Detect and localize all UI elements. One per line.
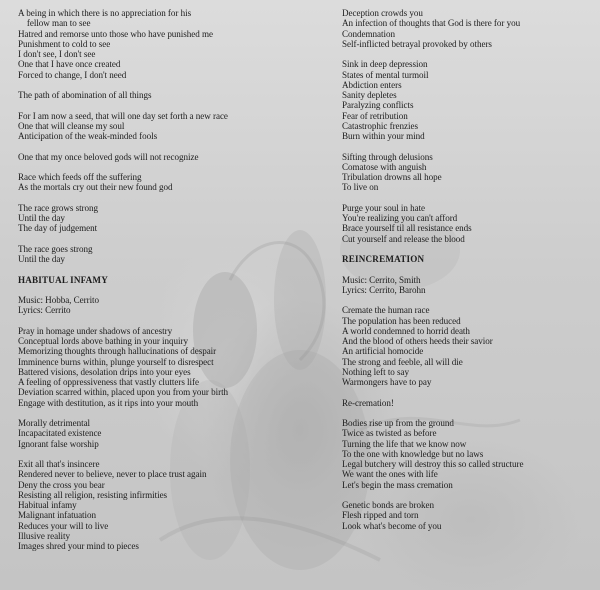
stanza-gap <box>18 193 280 203</box>
lyric-line: Sink in deep depression <box>342 59 428 70</box>
stanza-gap <box>342 244 600 254</box>
lyrics-stanza <box>342 500 600 531</box>
lyric-line: Music: Hobba, Cerrito <box>18 295 100 305</box>
lyric-line: Forced to change, I don't need <box>18 69 127 80</box>
lyric-line: One that will cleanse my soul <box>18 120 125 131</box>
lyric-line: Brace yourself til all resistance ends <box>342 223 472 234</box>
song-title <box>18 275 280 285</box>
lyrics-stanza <box>18 8 280 80</box>
lyric-line: Incapacitated existence <box>18 428 102 439</box>
lyric-line: States of mental turmoil <box>342 69 429 80</box>
lyric-line: We want the ones with life <box>342 469 438 480</box>
lyric-line: Pray in homage under shadows of ancestry <box>18 325 173 336</box>
lyrics-stanza <box>18 152 280 162</box>
lyric-line: Tribulation drowns all hope <box>342 172 442 182</box>
lyric-line: Bodies rise up from the ground <box>342 418 454 428</box>
song-credits <box>18 295 280 316</box>
stanza-gap <box>342 141 600 151</box>
lyric-line: Purge your soul in hate <box>342 202 426 213</box>
lyric-line: The day of judgement <box>18 223 98 234</box>
lyric-line: The race goes strong <box>18 243 93 254</box>
stanza-gap <box>342 387 600 397</box>
lyric-line: One that I have once created <box>18 59 121 70</box>
lyric-line: Flesh ripped and torn <box>342 510 419 521</box>
lyric-line: Until the day <box>18 254 65 264</box>
lyric-line: Deny the cross you bear <box>18 479 105 490</box>
lyric-line: One that my once beloved gods will not recognize <box>18 151 199 162</box>
lyric-line: Illusive reality <box>18 530 70 541</box>
lyrics-stanza <box>18 111 280 142</box>
lyric-line: The strong and feeble, all will die <box>342 356 463 367</box>
lyric-line: Lyrics: Cerrito, Barohn <box>342 284 426 295</box>
lyric-line: Morally detrimental <box>18 418 91 428</box>
lyric-line: Reduces your will to live <box>18 520 109 531</box>
lyric-line: As the mortals cry out their new found god <box>18 182 173 193</box>
lyric-line: Comatose with anguish <box>342 161 427 172</box>
lyrics-stanza <box>342 203 600 244</box>
lyric-line: Memorizing thoughts through hallucinations of despair <box>18 346 217 357</box>
lyric-line: Conceptual lords above bathing in your inquiry <box>18 336 188 346</box>
lyrics-stanza <box>18 326 280 408</box>
lyrics-stanza <box>18 244 280 265</box>
song-credits <box>342 275 600 296</box>
lyric-line: Look what's become of you <box>342 520 442 531</box>
stanza-gap <box>18 234 280 244</box>
lyrics-stanza <box>342 152 600 193</box>
lyric-line: Sanity depletes <box>342 90 397 100</box>
stanza-gap <box>18 80 280 90</box>
lyric-line: Exit all that's insincere <box>18 459 100 469</box>
lyric-line: Rendered never to believe, never to place trust again <box>18 469 207 480</box>
lyrics-stanza <box>342 305 600 387</box>
lyrics-stanza <box>342 418 600 490</box>
lyric-line: Battered visions, desolation drips into your eyes <box>18 366 191 377</box>
lyric-line: Paralyzing conflicts <box>342 100 414 111</box>
lyric-line: Deception crowds you <box>342 8 423 18</box>
stanza-gap <box>18 449 280 459</box>
lyrics-stanza <box>18 459 280 551</box>
lyric-line: A feeling of oppressiveness that vastly clutters life <box>18 377 199 387</box>
song-title-text: HABITUAL INFAMY <box>18 274 108 285</box>
lyric-line: To the one with knowledge but no laws <box>342 448 484 459</box>
lyric-line: The path of abomination of all things <box>18 90 152 100</box>
stanza-gap <box>18 285 280 295</box>
lyric-line: fellow man to see <box>18 18 91 29</box>
lyric-line: Imminence burns within, plunge yourself to disrespect <box>18 356 214 367</box>
lyric-line: Until the day <box>18 213 65 223</box>
stanza-gap <box>18 408 280 418</box>
lyric-line: I don't see, I don't see <box>18 49 96 59</box>
lyric-line: Catastrophic frenzies <box>342 120 418 131</box>
lyric-line: Let's begin the mass cremation <box>342 479 453 490</box>
lyric-line: You're realizing you can't afford <box>342 213 458 223</box>
lyrics-column-right <box>342 8 600 531</box>
lyric-line: Self-inflicted betrayal provoked by others <box>342 38 492 49</box>
stanza-gap <box>18 316 280 326</box>
lyric-line: Condemnation <box>342 28 395 39</box>
lyric-line: Engage with destitution, as it rips into your mouth <box>18 397 199 408</box>
stanza-gap <box>18 141 280 151</box>
lyric-line: A being in which there is no appreciation for his <box>18 8 192 18</box>
lyric-line: To live on <box>342 182 379 193</box>
lyric-line: Warmongers have to pay <box>342 377 432 387</box>
lyric-line: Legal butchery will destroy this so called structure <box>342 459 524 469</box>
song-title <box>342 254 600 264</box>
lyric-line: An artificial homocide <box>342 346 424 357</box>
lyric-line: Abdiction enters <box>342 79 402 90</box>
lyric-line: The population has been reduced <box>342 315 461 326</box>
lyric-line: Deviation scarred within, placed upon you from your birth <box>18 387 229 398</box>
lyric-line: Resisting all religion, resisting infirmities <box>18 489 168 500</box>
stanza-gap <box>18 162 280 172</box>
lyric-line: Anticipation of the weak-minded fools <box>18 131 158 141</box>
stanza-gap <box>18 100 280 110</box>
stanza-gap <box>342 295 600 305</box>
lyric-line: Punishment to cold to see <box>18 38 111 49</box>
lyric-line: Twice as twisted as before <box>342 428 437 439</box>
lyric-line: Hatred and remorse unto those who have punished me <box>18 28 213 39</box>
song-title-text: REINCREMATION <box>342 254 425 264</box>
lyric-line: Re-cremation! <box>342 397 394 408</box>
lyric-line: Race which feeds off the suffering <box>18 172 142 182</box>
lyric-line: Genetic bonds are broken <box>342 500 434 510</box>
stanza-gap <box>342 408 600 418</box>
stanza-gap <box>342 193 600 203</box>
lyric-line: Sifting through delusions <box>342 151 433 162</box>
lyric-line: Ignorant false worship <box>18 438 99 449</box>
lyric-line: Nothing left to say <box>342 366 409 377</box>
lyric-line: Turning the life that we know now <box>342 438 467 449</box>
lyrics-column-left <box>18 8 280 551</box>
stanza-gap <box>18 264 280 274</box>
lyric-line: Lyrics: Cerrito <box>18 305 71 316</box>
lyric-line: Habitual infamy <box>18 500 77 510</box>
stanza-gap <box>342 490 600 500</box>
lyrics-stanza <box>342 398 600 408</box>
lyric-line: Cut yourself and release the blood <box>342 233 465 244</box>
lyrics-stanza <box>18 203 280 234</box>
lyric-line: Fear of retribution <box>342 110 408 121</box>
lyrics-stanza <box>18 90 280 100</box>
stanza-gap <box>342 264 600 274</box>
stanza-gap <box>342 49 600 59</box>
lyric-line: A world condemned to horrid death <box>342 325 470 336</box>
lyric-line: Cremate the human race <box>342 305 430 316</box>
lyric-line: The race grows strong <box>18 202 99 213</box>
lyric-line: For I am now a seed, that will one day set forth a new race <box>18 110 228 121</box>
lyric-line: An infection of thoughts that God is there for you <box>342 18 521 29</box>
lyrics-stanza <box>18 172 280 193</box>
lyrics-stanza <box>342 59 600 141</box>
lyric-line: Malignant infatuation <box>18 510 96 521</box>
lyric-line: Burn within your mind <box>342 131 425 141</box>
lyric-line: Images shred your mind to pieces <box>18 541 139 551</box>
lyric-line: And the blood of others heeds their savior <box>342 336 493 346</box>
lyrics-stanza <box>342 8 600 49</box>
lyric-line: Music: Cerrito, Smith <box>342 274 421 285</box>
lyrics-stanza <box>18 418 280 449</box>
